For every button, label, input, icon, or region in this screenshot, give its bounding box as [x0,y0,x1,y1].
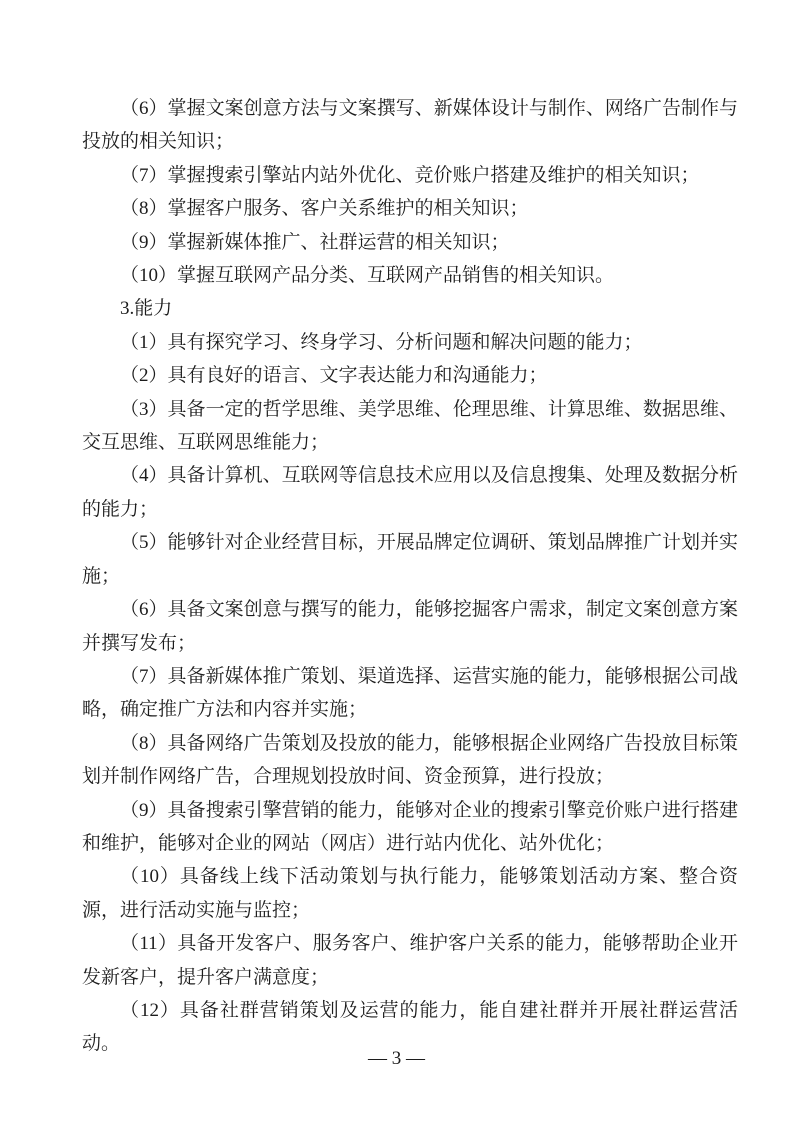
paragraph: （1）具有探究学习、终身学习、分析问题和解决问题的能力； [120,331,643,353]
paragraph: （10）掌握互联网产品分类、互联网产品销售的相关知识。 [120,265,615,287]
paragraph: （8）掌握客户服务、客户关系维护的相关知识； [120,198,529,220]
paragraph: （2）具有良好的语言、文字表达能力和沟通能力； [120,365,548,387]
page-number: — 3 — [368,1048,425,1069]
paragraph: （10）具备线上线下活动策划与执行能力，能够策划活动方案、整合资源，进行活动实施与监控； [82,866,738,921]
paragraph: （8）具备网络广告策划及投放的能力，能够根据企业网络广告投放目标策划并制作网络广告，合理规划投放时间、资金预算，进行投放； [82,732,738,788]
paragraph: 3.能力 [120,298,173,320]
paragraph: （4）具备计算机、互联网等信息技术应用以及信息搜集、处理及数据分析的能力； [82,465,738,520]
paragraph: （9）掌握新媒体推广、社群运营的相关知识； [120,231,510,253]
paragraph: （9）具备搜索引擎营销的能力，能够对企业的搜索引擎竞价账户进行搭建和维护，能够对企业的网站（网店）进行站内优化、站外优化； [82,799,738,854]
paragraph: （7）具备新媒体推广策划、渠道选择、运营实施的能力，能够根据公司战略，确定推广方法和内容并实施； [82,665,738,721]
paragraph: （11）具备开发客户、服务客户、维护客户关系的能力，能够帮助企业开发新客户，提升客户满意度； [82,933,738,988]
paragraph: （6）掌握文案创意方法与文案撰写、新媒体设计与制作、网络广告制作与投放的相关知识； [82,98,738,153]
paragraph: （7）掌握搜索引擎站内站外优化、竞价账户搭建及维护的相关知识； [120,164,700,186]
paragraph: （6）具备文案创意与撰写的能力，能够挖掘客户需求，制定文案创意方案并撰写发布； [82,599,738,654]
document-body [82,92,738,1061]
paragraph: （12）具备社群营销策划及运营的能力，能自建社群并开展社群运营活动。 [82,999,738,1055]
paragraph: （5）能够针对企业经营目标，开展品牌定位调研、策划品牌推广计划并实施； [82,532,738,587]
paragraph: （3）具备一定的哲学思维、美学思维、伦理思维、计算思维、数据思维、交互思维、互联网思维能力； [82,398,738,454]
